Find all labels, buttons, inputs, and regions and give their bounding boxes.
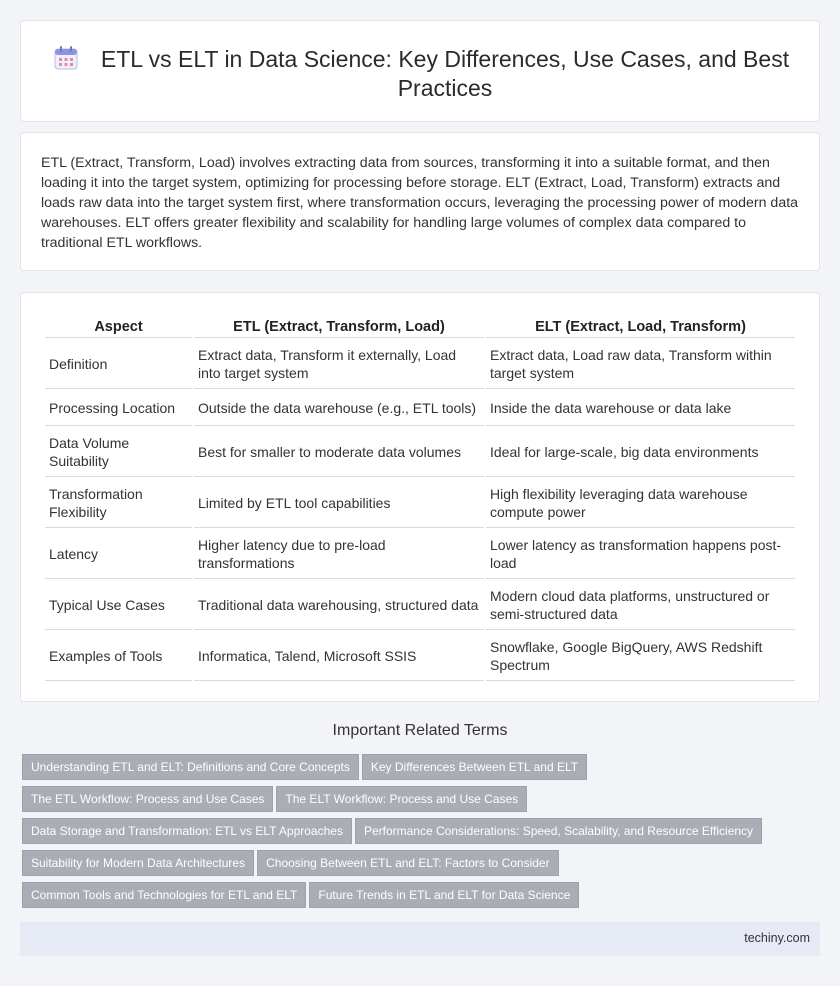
etl-cell: Higher latency due to pre-load transformations (194, 530, 484, 579)
aspect-cell: Processing Location (45, 391, 192, 426)
column-header-elt: ELT (Extract, Load, Transform) (486, 313, 795, 338)
aspect-cell: Definition (45, 340, 192, 389)
table-header-row (45, 313, 795, 338)
etl-cell: Extract data, Transform it externally, Load into target system (194, 340, 484, 389)
elt-cell: High flexibility leveraging data warehouse compute power (486, 479, 795, 528)
footer (20, 922, 820, 956)
aspect-cell: Typical Use Cases (45, 581, 192, 630)
related-term-tag[interactable]: Future Trends in ETL and ELT for Data Science (309, 882, 579, 908)
aspect-cell: Examples of Tools (45, 632, 192, 681)
etl-cell: Best for smaller to moderate data volumes (194, 428, 484, 477)
elt-cell: Modern cloud data platforms, unstructured or semi-structured data (486, 581, 795, 630)
related-terms-list (22, 754, 822, 914)
summary-card (20, 132, 820, 271)
aspect-cell: Transformation Flexibility (45, 479, 192, 528)
related-term-tag[interactable]: Suitability for Modern Data Architectures (22, 850, 254, 876)
etl-cell: Outside the data warehouse (e.g., ETL tools) (194, 391, 484, 426)
column-header-etl: ETL (Extract, Transform, Load) (194, 313, 484, 338)
table-row (45, 530, 795, 579)
table-row (45, 428, 795, 477)
related-term-tag[interactable]: Data Storage and Transformation: ETL vs ELT Approaches (22, 818, 352, 844)
related-term-tag[interactable]: Key Differences Between ETL and ELT (362, 754, 587, 780)
page-title: ETL vs ELT in Data Science: Key Differences, Use Cases, and Best Practices (100, 46, 790, 101)
related-term-tag[interactable]: Performance Considerations: Speed, Scalability, and Resource Efficiency (355, 818, 762, 844)
footer-site-link[interactable]: techiny.com (744, 931, 810, 945)
related-terms-title: Important Related Terms (332, 722, 508, 739)
elt-cell: Snowflake, Google BigQuery, AWS Redshift Spectrum (486, 632, 795, 681)
related-term-tag[interactable]: Understanding ETL and ELT: Definitions and Core Concepts (22, 754, 359, 780)
related-term-tag[interactable]: The ETL Workflow: Process and Use Cases (22, 786, 273, 812)
aspect-cell: Data Volume Suitability (45, 428, 192, 477)
elt-cell: Extract data, Load raw data, Transform within target system (486, 340, 795, 389)
summary-text: ETL (Extract, Transform, Load) involves extracting data from sources, transforming it into a suitable format, and then loading it into the target system, optimizing for processing before storage. ELT (Extract, Load, Transform) extracts and loads raw data into the target system first, where transformation occurs, leveraging the processing power of modern data warehouses. ELT offers greater flexibility and scalability for handling large volumes of complex data compared to traditional ETL workflows. (41, 155, 799, 251)
related-term-tag[interactable]: Choosing Between ETL and ELT: Factors to Consider (257, 850, 558, 876)
comparison-table (43, 311, 797, 683)
etl-cell: Limited by ETL tool capabilities (194, 479, 484, 528)
table-row (45, 391, 795, 426)
table-row (45, 632, 795, 681)
etl-cell: Informatica, Talend, Microsoft SSIS (194, 632, 484, 681)
etl-cell: Traditional data warehousing, structured data (194, 581, 484, 630)
elt-cell: Ideal for large-scale, big data environments (486, 428, 795, 477)
calendar-icon (53, 45, 79, 71)
header-card (20, 20, 820, 122)
related-term-tag[interactable]: The ELT Workflow: Process and Use Cases (276, 786, 527, 812)
table-row (45, 581, 795, 630)
aspect-cell: Latency (45, 530, 192, 579)
elt-cell: Inside the data warehouse or data lake (486, 391, 795, 426)
comparison-table-card (20, 292, 820, 702)
table-row (45, 479, 795, 528)
table-row (45, 340, 795, 389)
column-header-aspect: Aspect (45, 313, 192, 338)
elt-cell: Lower latency as transformation happens post-load (486, 530, 795, 579)
related-term-tag[interactable]: Common Tools and Technologies for ETL and ELT (22, 882, 306, 908)
